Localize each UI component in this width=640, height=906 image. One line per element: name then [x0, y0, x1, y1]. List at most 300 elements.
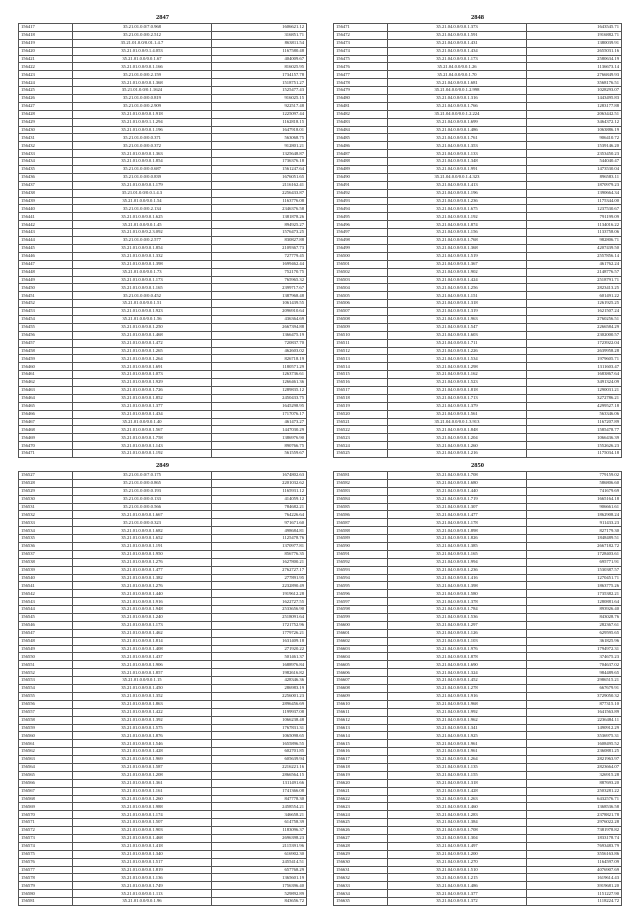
- amount-cell: 614758.39: [211, 819, 306, 827]
- code-cell: 35.21.04.0.0/0.0.1.151: [388, 292, 527, 300]
- code-cell: 35.21.01.0.0/0.2.3.092: [73, 229, 212, 237]
- table-row: [334, 205, 622, 213]
- code-cell: 35.21.01.0.0/0.0.1.477: [73, 566, 212, 574]
- amount-cell: 3272786.21: [526, 394, 621, 402]
- row-id-cell: 156521: [334, 418, 388, 426]
- row-id-cell: 156512: [334, 347, 388, 355]
- amount-cell: 326915.28: [526, 771, 621, 779]
- amount-cell: 1779726.21: [211, 629, 306, 637]
- row-id-cell: 156628: [334, 842, 388, 850]
- row-id-cell: 156621: [334, 787, 388, 795]
- code-cell: 35.21.04.0.0/0.0.1.519: [388, 252, 527, 260]
- sheet-title: 2848: [471, 14, 484, 21]
- row-id-cell: 156574: [19, 842, 73, 850]
- ledger-table: [333, 471, 622, 906]
- code-cell: 35.21.04.0.0/0.0.1.818: [388, 386, 527, 394]
- table-row: [19, 394, 307, 402]
- row-id-cell: 156580: [19, 890, 73, 898]
- code-cell: 35.21.04.0.0/0.0.1.603: [388, 331, 527, 339]
- row-id-cell: 156556: [19, 700, 73, 708]
- code-cell: 35.21.01.0.0/0.0.1.398: [73, 260, 212, 268]
- code-cell: 35.21.01.0.0/0.0.1.196: [73, 126, 212, 134]
- row-id-cell: 156633: [334, 882, 388, 890]
- amount-cell: 906410.72: [526, 134, 621, 142]
- table-row: [19, 811, 307, 819]
- code-cell: 35.21.04.0.0/0.0.1.460: [388, 803, 527, 811]
- row-id-cell: 156568: [19, 795, 73, 803]
- code-cell: 35.21.04.0.0/0.0.1.236: [388, 566, 527, 574]
- row-id-cell: 156569: [19, 803, 73, 811]
- amount-cell: 1848489.51: [526, 535, 621, 543]
- amount-cell: 971671.60: [211, 519, 306, 527]
- code-cell: 35.21.04.0.0/0.0.1.452: [388, 677, 527, 685]
- table-row: [19, 402, 307, 410]
- table-row: [334, 543, 622, 551]
- code-cell: 35.21.04.0.0/0.0.1.270: [388, 858, 527, 866]
- row-id-cell: 156511: [334, 339, 388, 347]
- code-cell: 35.21.04.0.0/0.0.1.103: [388, 637, 527, 645]
- table-row: [19, 166, 307, 174]
- amount-cell: 1676051.65: [211, 173, 306, 181]
- amount-cell: 2823413.25: [526, 284, 621, 292]
- amount-cell: 501461.37: [211, 653, 306, 661]
- row-id-cell: 156477: [334, 71, 388, 79]
- code-cell: 35.21.01.0.0/0.0.1.852: [73, 394, 212, 402]
- code-cell: 35.21.04.0.0/0.0.1.368: [388, 244, 527, 252]
- amount-cell: 1619614.43: [526, 874, 621, 882]
- table-row: [334, 669, 622, 677]
- code-cell: 35.21.01.0.0/0.0.1.625: [73, 213, 212, 221]
- code-cell: 35.21.04.0.0/0.0.1.991: [388, 166, 527, 174]
- amount-cell: 1381878.26: [211, 213, 306, 221]
- amount-cell: 1539146.20: [526, 142, 621, 150]
- code-cell: 35.21.04.0.0/0.0.1.196: [388, 189, 527, 197]
- amount-cell: 2450433.75: [211, 394, 306, 402]
- row-id-cell: 156492: [334, 189, 388, 197]
- table-row: [334, 323, 622, 331]
- table-row: [334, 39, 622, 47]
- amount-cell: 1386976.90: [211, 434, 306, 442]
- row-id-cell: 156520: [334, 410, 388, 418]
- table-row: [334, 495, 622, 503]
- amount-cell: 286983.19: [211, 685, 306, 693]
- table-row: [19, 244, 307, 252]
- code-cell: 35.21.04.0.0/0.0.1.536: [388, 614, 527, 622]
- amount-cell: 2256433.87: [211, 189, 306, 197]
- row-id-cell: 156497: [334, 229, 388, 237]
- row-id-cell: 156438: [19, 189, 73, 197]
- amount-cell: 1863775.26: [526, 582, 621, 590]
- row-id-cell: 156544: [19, 606, 73, 614]
- table-row: [19, 379, 307, 387]
- amount-cell: 4076907.69: [526, 866, 621, 874]
- row-id-cell: 156561: [19, 740, 73, 748]
- table-row: [19, 740, 307, 748]
- code-cell: 35.21.01.0.0/0.0.1.814: [73, 637, 212, 645]
- code-cell: 35.21.04.0.0/0.0.1.431: [388, 39, 527, 47]
- table-row: [19, 158, 307, 166]
- table-row: [334, 434, 622, 442]
- amount-cell: 1870979.23: [526, 181, 621, 189]
- row-id-cell: 156588: [334, 527, 388, 535]
- amount-cell: 906661.61: [526, 503, 621, 511]
- amount-cell: 2639958.28: [526, 347, 621, 355]
- table-row: [334, 519, 622, 527]
- row-id-cell: 156504: [334, 284, 388, 292]
- amount-cell: 1643545.71: [526, 24, 621, 32]
- table-row: [334, 363, 622, 371]
- table-row: [334, 386, 622, 394]
- table-row: [334, 574, 622, 582]
- amount-cell: 912801.21: [211, 142, 306, 150]
- code-cell: 35.21.04.0.0/0.0.1.523: [388, 379, 527, 387]
- row-id-cell: 156450: [19, 284, 73, 292]
- amount-cell: 863811.54: [211, 39, 306, 47]
- amount-cell: 2458554.21: [211, 803, 306, 811]
- code-cell: 35.21.01.0.0/0.2.134: [73, 205, 212, 213]
- row-id-cell: 156632: [334, 874, 388, 882]
- table-row: [19, 621, 307, 629]
- row-id-cell: 156587: [334, 519, 388, 527]
- amount-cell: 1552626.23: [526, 442, 621, 450]
- code-cell: 35.21.04.0.0/0.0.1.192: [388, 213, 527, 221]
- amount-cell: 1919612.28: [211, 590, 306, 598]
- row-id-cell: 156464: [19, 394, 73, 402]
- row-id-cell: 156432: [19, 142, 73, 150]
- amount-cell: 1982616.82: [211, 669, 306, 677]
- row-id-cell: 156489: [334, 166, 388, 174]
- table-row: [334, 71, 622, 79]
- row-id-cell: 156516: [334, 379, 388, 387]
- amount-cell: 2115391.96: [211, 842, 306, 850]
- row-id-cell: 156533: [19, 519, 73, 527]
- code-cell: 35.21.04.0.0/0.0.1.377: [388, 890, 527, 898]
- amount-cell: 1175344.00: [526, 197, 621, 205]
- row-id-cell: 156562: [19, 748, 73, 756]
- amount-cell: 1530387.57: [526, 566, 621, 574]
- code-cell: 35.21.04.0.0/0.0.1.440: [388, 487, 527, 495]
- code-cell: 35.21.04.0.0/0.0.1.534: [388, 355, 527, 363]
- amount-cell: 764226.64: [211, 511, 306, 519]
- amount-cell: 3919681.20: [526, 882, 621, 890]
- amount-cell: 563068.75: [211, 134, 306, 142]
- table-row: [19, 590, 307, 598]
- amount-cell: 1734157.78: [211, 71, 306, 79]
- row-id-cell: 156624: [334, 811, 388, 819]
- code-cell: 35.21.01.0.0/0.0.1.352: [73, 692, 212, 700]
- code-cell: 35.21.04.0.0/0.0.1.848: [388, 426, 527, 434]
- amount-cell: 1162818.15: [211, 118, 306, 126]
- row-id-cell: 156586: [334, 511, 388, 519]
- amount-cell: 1447030.29: [211, 426, 306, 434]
- row-id-cell: 156483: [334, 118, 388, 126]
- amount-cell: 2821963.97: [526, 756, 621, 764]
- row-id-cell: 156506: [334, 300, 388, 308]
- table-row: [19, 598, 307, 606]
- code-cell: 35.21.04.0.0/0.0.1.283: [388, 811, 527, 819]
- amount-cell: 1647918.01: [211, 126, 306, 134]
- amount-cell: 2533656.90: [211, 606, 306, 614]
- amount-cell: 1164597.09: [526, 858, 621, 866]
- table-row: [334, 276, 622, 284]
- table-row: [19, 142, 307, 150]
- amount-cell: 847778.30: [211, 795, 306, 803]
- ledger-table: [333, 23, 622, 458]
- table-row: [19, 181, 307, 189]
- row-id-cell: 156421: [19, 55, 73, 63]
- row-id-cell: 156488: [334, 158, 388, 166]
- row-id-cell: 156570: [19, 811, 73, 819]
- table-row: [334, 229, 622, 237]
- table-row: [334, 292, 622, 300]
- code-cell: 35.21.04.0.0/0.0.1.373: [388, 24, 527, 32]
- table-row: [19, 527, 307, 535]
- code-cell: 35.21.01.0.0/0.0.1.468: [73, 834, 212, 842]
- table-row: [334, 102, 622, 110]
- amount-cell: 2696398.23: [211, 834, 306, 842]
- row-id-cell: 156513: [334, 355, 388, 363]
- row-id-cell: 156470: [19, 442, 73, 450]
- table-row: [334, 827, 622, 835]
- table-row: [334, 371, 622, 379]
- table-row: [19, 819, 307, 827]
- amount-cell: 1390664.34: [526, 189, 621, 197]
- code-cell: 35.21.04.0.0/0.0.1.486: [388, 882, 527, 890]
- amount-cell: 2232890.49: [211, 582, 306, 590]
- amount-cell: 1061439.55: [211, 300, 306, 308]
- row-id-cell: 156493: [334, 197, 388, 205]
- code-cell: 35.21.01.0.0/0.0.1.468: [73, 331, 212, 339]
- amount-cell: 529892.89: [211, 890, 306, 898]
- row-id-cell: 156619: [334, 771, 388, 779]
- row-id-cell: 156461: [19, 371, 73, 379]
- table-row: [19, 574, 307, 582]
- amount-cell: 1167207.89: [526, 418, 621, 426]
- code-cell: 35.21.01.0.0/0.0.566: [73, 503, 212, 511]
- ledger-table: [18, 471, 307, 906]
- code-cell: 35.21.01.0.0/0.0.1.40: [73, 418, 212, 426]
- table-row: [334, 677, 622, 685]
- row-id-cell: 156448: [19, 268, 73, 276]
- row-id-cell: 156525: [334, 450, 388, 458]
- code-cell: 35.21.01.0.0/0.0.1.450: [73, 685, 212, 693]
- code-cell: 35.21.01.0.0/0.0.1.854: [73, 244, 212, 252]
- row-id-cell: 156428: [19, 110, 73, 118]
- table-row: [19, 418, 307, 426]
- row-id-cell: 156418: [19, 31, 73, 39]
- amount-cell: 3464372.12: [526, 118, 621, 126]
- amount-cell: 316851.71: [211, 31, 306, 39]
- table-row: [334, 535, 622, 543]
- amount-cell: 2455414.51: [211, 858, 306, 866]
- row-id-cell: 156592: [334, 558, 388, 566]
- row-id-cell: 156444: [19, 237, 73, 245]
- code-cell: 35.21.04.0.0/0.0.1.156: [388, 229, 527, 237]
- amount-cell: 1717076.17: [211, 410, 306, 418]
- code-cell: 35.21.01.0.0/0.0.1.264: [73, 355, 212, 363]
- code-cell: 35.21.04.0.0/0.0.1.215: [388, 874, 527, 882]
- table-row: [334, 95, 622, 103]
- table-row: [19, 566, 307, 574]
- row-id-cell: 156495: [334, 213, 388, 221]
- code-cell: 35.21.04.0.0/0.0.1.434: [388, 47, 527, 55]
- code-cell: 35.21.04.0.0/0.0.1.378: [388, 598, 527, 606]
- code-cell: 35.21.04.0.0/0.0.1.547: [388, 323, 527, 331]
- table-row: [19, 102, 307, 110]
- amount-cell: 1699462.44: [211, 260, 306, 268]
- row-id-cell: 156534: [19, 527, 73, 535]
- row-id-cell: 156518: [334, 394, 388, 402]
- amount-cell: 1266461.36: [211, 379, 306, 387]
- table-row: [19, 550, 307, 558]
- code-cell: 35.21.01.0.0/0.0.1.161: [73, 787, 212, 795]
- amount-cell: 1979605.71: [526, 355, 621, 363]
- amount-cell: 2256001.23: [211, 692, 306, 700]
- code-cell: 35.21.04.0.0/0.0.1.416: [388, 574, 527, 582]
- code-cell: 35.21.04.0.0/0.0.1.874: [388, 221, 527, 229]
- table-row: [334, 126, 622, 134]
- code-cell: 35.21.01.0.0/0.0.1.434: [73, 410, 212, 418]
- row-id-cell: 156618: [334, 763, 388, 771]
- code-cell: 35.21.04.0.0/0.0.1.711: [388, 339, 527, 347]
- amount-cell: 779159.02: [526, 472, 621, 480]
- table-row: [19, 205, 307, 213]
- table-row: [334, 898, 622, 906]
- code-cell: 35.21.01.0.0/0.0.1.45: [73, 221, 212, 229]
- table-row: [19, 503, 307, 511]
- table-row: [19, 487, 307, 495]
- table-row: [334, 550, 622, 558]
- table-row: [19, 339, 307, 347]
- amount-cell: 791199.09: [526, 213, 621, 221]
- amount-cell: 1736376.18: [211, 158, 306, 166]
- row-id-cell: 156467: [19, 418, 73, 426]
- code-cell: 35.21.01.0.0/0.1.4.053: [73, 47, 212, 55]
- table-row: [19, 732, 307, 740]
- code-cell: 35.21.01.0.0/0.0.1.15: [73, 677, 212, 685]
- code-cell: 35.21.01.0.0/0.0.1.682: [73, 527, 212, 535]
- table-row: [19, 197, 307, 205]
- row-id-cell: 156508: [334, 315, 388, 323]
- code-cell: 35.21.04.0.0/0.0.1.398: [388, 582, 527, 590]
- code-cell: 35.21.01.0.0/0.0.1.918: [73, 110, 212, 118]
- table-row: [334, 779, 622, 787]
- code-cell: 35.21.01.0.0/0.0.1.408: [73, 645, 212, 653]
- table-row: [19, 495, 307, 503]
- table-row: [334, 834, 622, 842]
- code-cell: 35.21.01.0.0/0.0.1.392: [73, 716, 212, 724]
- row-id-cell: 156431: [19, 134, 73, 142]
- amount-cell: 271920.22: [211, 645, 306, 653]
- code-cell: 35.21.04.0.0/0.0.1.307: [388, 503, 527, 511]
- code-cell: 35.21.04.0.0/0.0.1.961: [388, 748, 527, 756]
- code-cell: 35.21.01.0.0/0.0.1.54: [73, 197, 212, 205]
- amount-cell: 2360881.25: [526, 748, 621, 756]
- amount-cell: 1721752.96: [211, 621, 306, 629]
- table-row: [19, 371, 307, 379]
- row-id-cell: 156590: [334, 543, 388, 551]
- row-id-cell: 156626: [334, 827, 388, 835]
- table-row: [334, 558, 622, 566]
- amount-cell: 2399717.67: [211, 284, 306, 292]
- amount-cell: 436364.69: [211, 315, 306, 323]
- amount-cell: 2866564.15: [211, 771, 306, 779]
- row-id-cell: 156514: [334, 363, 388, 371]
- amount-cell: 1606621.12: [211, 24, 306, 32]
- row-id-cell: 156454: [19, 315, 73, 323]
- amount-cell: 1735382.21: [526, 590, 621, 598]
- row-id-cell: 156532: [19, 511, 73, 519]
- amount-cell: 1380039.91: [526, 39, 621, 47]
- row-id-cell: 156613: [334, 724, 388, 732]
- row-id-cell: 156597: [334, 598, 388, 606]
- code-cell: 35.21.01.0.0/0.0.193: [73, 487, 212, 495]
- amount-cell: 2896456.69: [211, 700, 306, 708]
- row-id-cell: 156423: [19, 71, 73, 79]
- row-id-cell: 156479: [334, 87, 388, 95]
- table-row: [19, 426, 307, 434]
- amount-cell: 1225097.44: [211, 110, 306, 118]
- code-cell: 35.21.04.0.0/0.0.1.428: [388, 787, 527, 795]
- code-cell: 35.21.04.0.0/0.0.1.591: [388, 31, 527, 39]
- amount-cell: 2986515.21: [526, 677, 621, 685]
- amount-cell: 563346.06: [526, 410, 621, 418]
- code-cell: 35.21.01.0.0/0.0.1.876: [73, 732, 212, 740]
- code-cell: 35.21.01.0.0/7.0.175: [73, 472, 212, 480]
- table-row: [334, 708, 622, 716]
- table-row: [334, 590, 622, 598]
- amount-cell: 1525477.43: [211, 87, 306, 95]
- amount-cell: 1134016.22: [526, 221, 621, 229]
- table-row: [19, 189, 307, 197]
- row-id-cell: 156460: [19, 363, 73, 371]
- code-cell: 35.21.01.0.0/0.0.1.749: [73, 882, 212, 890]
- amount-cell: 605639.94: [211, 756, 306, 764]
- amount-cell: 1756396.40: [211, 882, 306, 890]
- table-row: [19, 842, 307, 850]
- row-id-cell: 156564: [19, 763, 73, 771]
- code-cell: 35.21.04.0.0/0.0.1.561: [388, 410, 527, 418]
- code-cell: 35.21.04.0.0/0.0.1.719: [388, 495, 527, 503]
- row-id-cell: 156491: [334, 181, 388, 189]
- code-cell: 35.21.01.0.0/0.0.1.382: [73, 574, 212, 582]
- amount-cell: 2518791.71: [526, 276, 621, 284]
- code-cell: 35.21.04.0.0/0.0.1.968: [388, 700, 527, 708]
- amount-cell: 1290031.21: [526, 386, 621, 394]
- amount-cell: 1631409.18: [211, 637, 306, 645]
- amount-cell: 982806.71: [526, 237, 621, 245]
- row-id-cell: 156625: [334, 819, 388, 827]
- row-id-cell: 156616: [334, 748, 388, 756]
- code-cell: 35.21.01.0.0/0.0.1.363: [73, 150, 212, 158]
- row-id-cell: 156601: [334, 629, 388, 637]
- row-id-cell: 156527: [19, 472, 73, 480]
- amount-cell: 374675.23: [526, 653, 621, 661]
- table-row: [334, 479, 622, 487]
- table-row: [19, 47, 307, 55]
- code-cell: 35.21.01.0.0/0.0.1.517: [73, 858, 212, 866]
- table-row: [334, 118, 622, 126]
- table-row: [19, 629, 307, 637]
- code-cell: 35.21.04.0.0/0.0.1.2.998: [388, 87, 527, 95]
- amount-cell: 1125478.76: [211, 535, 306, 543]
- amount-cell: 544040.47: [526, 158, 621, 166]
- row-id-cell: 156436: [19, 173, 73, 181]
- amount-cell: 843028.76: [526, 614, 621, 622]
- amount-cell: 657768.29: [211, 866, 306, 874]
- amount-cell: 277891.95: [211, 574, 306, 582]
- code-cell: 35.21.01.0.0/0.0.1.440: [73, 590, 212, 598]
